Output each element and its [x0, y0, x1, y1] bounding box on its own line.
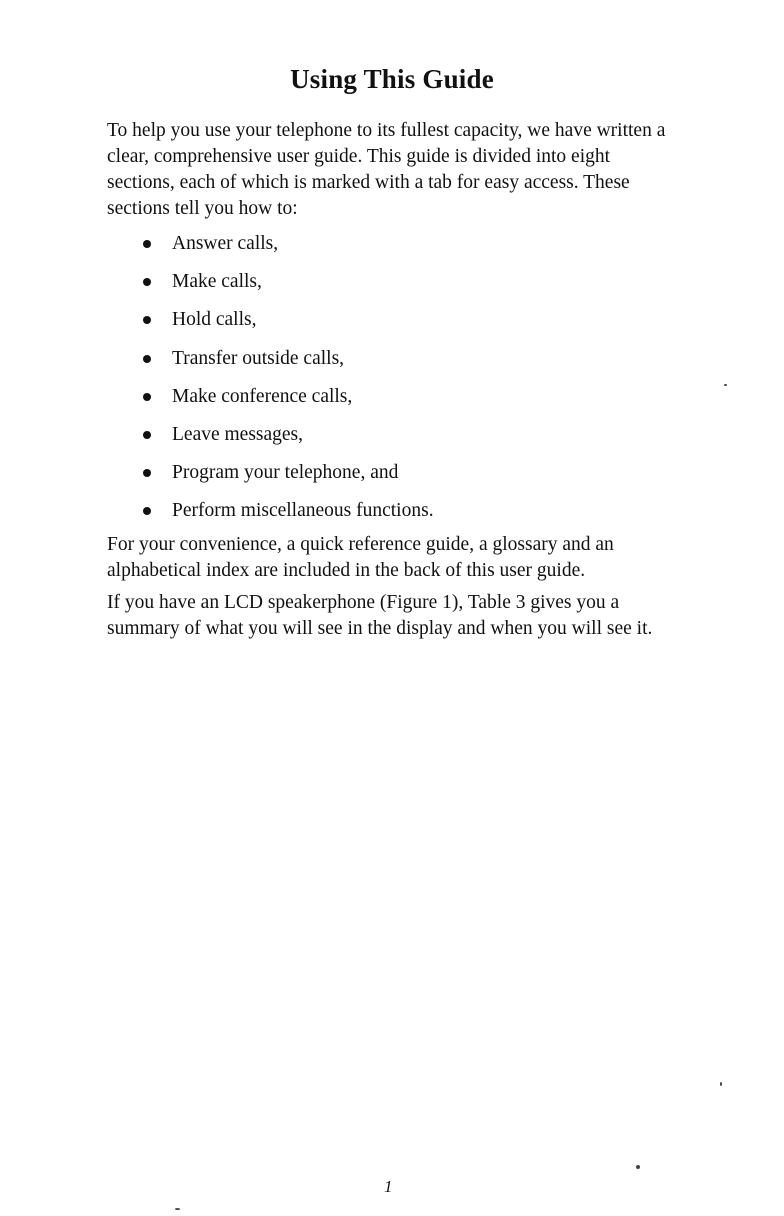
bullet-icon — [143, 507, 151, 515]
list-item — [140, 498, 434, 536]
bullet-icon — [143, 278, 151, 286]
list-item — [140, 231, 434, 269]
bullet-icon — [143, 316, 151, 324]
convenience-paragraph: For your convenience, a quick reference guide, a glossary and an alphabetical index are included in the back of this user guide. — [107, 534, 614, 581]
list-item-text: Transfer outside calls, — [172, 347, 345, 369]
bullet-icon — [143, 431, 151, 439]
scan-speck — [636, 1165, 640, 1169]
page-title-text: Using This Guide — [290, 64, 494, 94]
list-item — [140, 384, 434, 422]
list-item — [140, 307, 434, 345]
list-item — [140, 346, 434, 384]
bullet-icon — [143, 393, 151, 401]
list-item-text: Leave messages, — [172, 423, 304, 445]
list-item-text: Hold calls, — [172, 309, 257, 331]
list-item — [140, 422, 434, 460]
lcd-paragraph: If you have an LCD speakerphone (Figure 1), Table 3 gives you a summary of what you will see in the display and when you will see it. — [107, 592, 653, 639]
bullet-icon — [143, 240, 151, 248]
bullet-icon — [143, 355, 151, 363]
page-title — [0, 64, 784, 95]
list-item-text: Perform miscellaneous functions. — [172, 500, 434, 522]
page-number: 1 — [384, 1177, 393, 1196]
bullet-icon — [143, 469, 151, 477]
list-item-text: Answer calls, — [172, 233, 279, 254]
section-list — [140, 231, 434, 537]
list-item — [140, 460, 434, 498]
list-item-text: Program your telephone, and — [172, 462, 399, 484]
intro-paragraph: To help you use your telephone to its fullest capacity, we have written a clear, comprehensive user guide. This guide is divided into eight sections, each of which is marked with a tab for easy access. These sections tell you how to: — [107, 120, 666, 219]
scan-speck — [720, 1082, 722, 1086]
list-item-text: Make conference calls, — [172, 385, 353, 407]
list-item-text: Make calls, — [172, 271, 262, 293]
scan-speck — [175, 1208, 180, 1210]
scan-speck — [724, 384, 727, 386]
list-item — [140, 269, 434, 307]
